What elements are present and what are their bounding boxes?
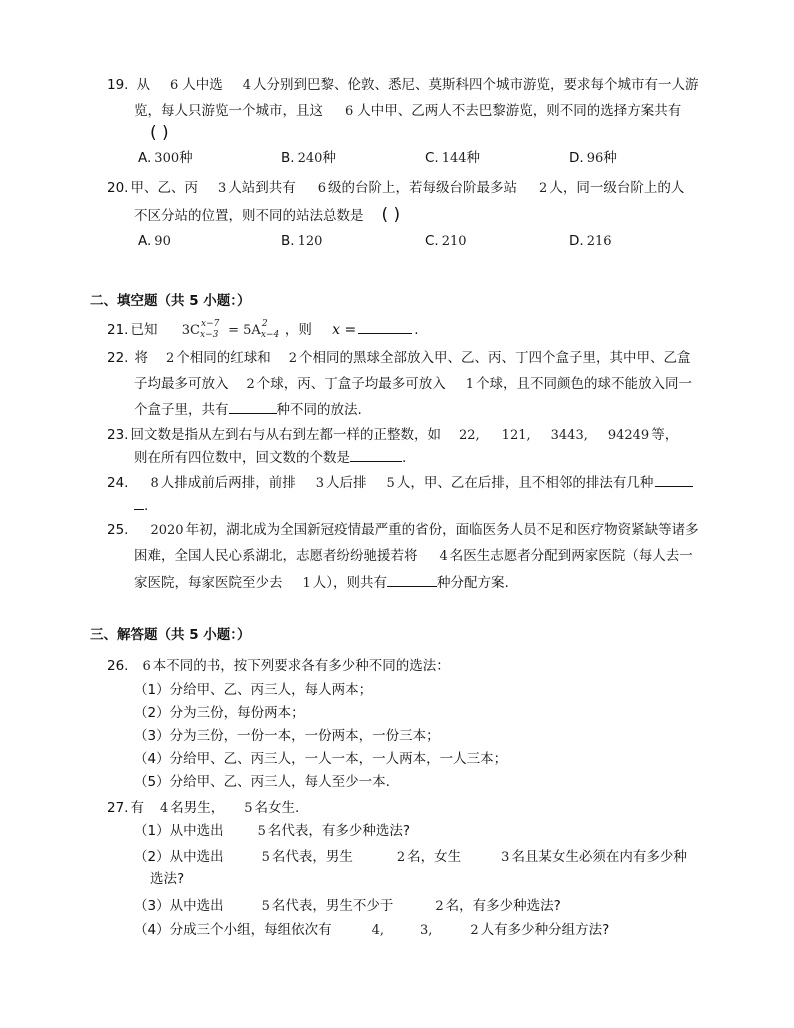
q20-line-2: 不区分站的位置，则不同的站法总数是 ( ) <box>134 205 401 225</box>
section-solve-title: 三、解答题（共 5 小题：） <box>90 627 251 643</box>
q27-stem: 27. 有 4 名男生， 5 名女生. <box>107 800 300 816</box>
q22-answer-blank[interactable] <box>229 400 277 414</box>
q23-line-2: 则在所有四位数中，回文数的个数是 . <box>134 450 407 466</box>
q24-answer-blank-cont[interactable] <box>134 496 144 510</box>
q20-option-b: B. 120 <box>281 233 323 249</box>
q23-answer-blank[interactable] <box>350 448 402 462</box>
q24-answer-blank[interactable] <box>655 473 693 487</box>
q19-line-1: 19. 从 6 人中选 4 人分别到巴黎、伦敦、悉尼、莫斯科四个城市游览，要求每个城市有一人游 <box>107 77 699 93</box>
q22-line-1: 22. 将 2 个相同的红球和 2 个相同的黑球全部放入甲、乙、丙、丁四个盒子里，其中甲、乙盒 <box>107 350 691 366</box>
q24-line-1: 24. 8 人排成前后两排，前排 3 人后排 5 人，甲、乙在后排，且不相邻的排法有几种 <box>107 473 693 493</box>
q25-line-1: 25. 2020 年初，湖北成为全国新冠疫情最严重的省份，面临医务人员不足和医疗物资紧缺等诸多 <box>107 522 699 538</box>
q26-part-4: （4）分给甲、乙、丙三人，一人一本，一人两本，一人三本； <box>134 751 508 767</box>
q20-option-d: D. 216 <box>569 233 612 249</box>
q25-answer-blank[interactable] <box>387 573 437 587</box>
q27-part-3: （3）从中选出 5 名代表，男生不少于 2 名，有多少种选法? <box>134 898 561 914</box>
q27-part-2-cont: 选法? <box>150 871 185 887</box>
q20-option-a: A. 90 <box>138 233 171 249</box>
q21-formula: 3C x−7 x−3 = 5A 2 x−4 <box>181 319 280 340</box>
q26-part-5: （5）分给甲、乙、丙三人，每人至少一本. <box>134 774 390 790</box>
q23-line-1: 23. 回文数是指从左到右与从右到左都一样的正整数，如 22, 121, 3443, 94249 等， <box>107 427 679 443</box>
q19-option-a: A. 300种 <box>138 150 193 166</box>
q19-line-2: 览，每人只游览一个城市，且这 6 人中甲、乙两人不去巴黎游览，则不同的选择方案共有 <box>134 103 682 119</box>
q19-option-d: D. 96种 <box>569 150 617 166</box>
q26-stem: 26. 6 本不同的书，按下列要求各有多少种不同的选法： <box>107 658 450 674</box>
q24-line-2: . <box>134 496 148 515</box>
q25-line-3: 家医院，每家医院至少去 1 人），则共有 种分配方案. <box>134 575 509 591</box>
q26-part-3: （3）分为三份，一份一本，一份两本，一份三本； <box>134 728 440 744</box>
q21-line: 21. 已知 3C x−7 x−3 = 5A 2 x−4 ，则 x = . <box>107 319 419 340</box>
q25-line-2: 困难，全国人民心系湖北，志愿者纷纷驰援若将 4 名医生志愿者分配到两家医院（每人去一 <box>134 548 693 564</box>
q27-part-4: （4）分成三个小组，每组依次有 4, 3, 2 人有多少种分组方法? <box>134 922 610 938</box>
q27-part-1: （1）从中选出 5 名代表，有多少种选法? <box>134 823 411 839</box>
section-fill-in-title: 二、填空题（共 5 小题：） <box>90 293 251 309</box>
q19-option-b: B. 240种 <box>281 150 336 166</box>
q20-option-c: C. 210 <box>425 233 467 249</box>
q22-line-3: 个盒子里，共有 种不同的放法. <box>134 402 362 418</box>
q21-answer-blank[interactable] <box>358 320 412 334</box>
q26-part-2: （2）分为三份，每份两本； <box>134 705 305 721</box>
q26-part-1: （1）分给甲、乙、丙三人，每人两本； <box>134 682 373 698</box>
q27-part-2: （2）从中选出 5 名代表，男生 2 名，女生 3 名且某女生必须在内有多少种 <box>134 849 687 865</box>
q19-option-c: C. 144种 <box>425 150 481 166</box>
q20-answer-paren: ( ) <box>381 205 401 225</box>
q22-line-2: 子均最多可放入 2 个球，丙、丁盒子均最多可放入 1 个球，且不同颜色的球不能放入同一 <box>134 376 693 392</box>
q20-line-1: 20. 甲、乙、丙 3 人站到共有 6 级的台阶上，若每级台阶最多站 2 人，同一级台阶上的人 <box>107 180 685 196</box>
q19-answer-paren: ( ) <box>150 123 169 143</box>
